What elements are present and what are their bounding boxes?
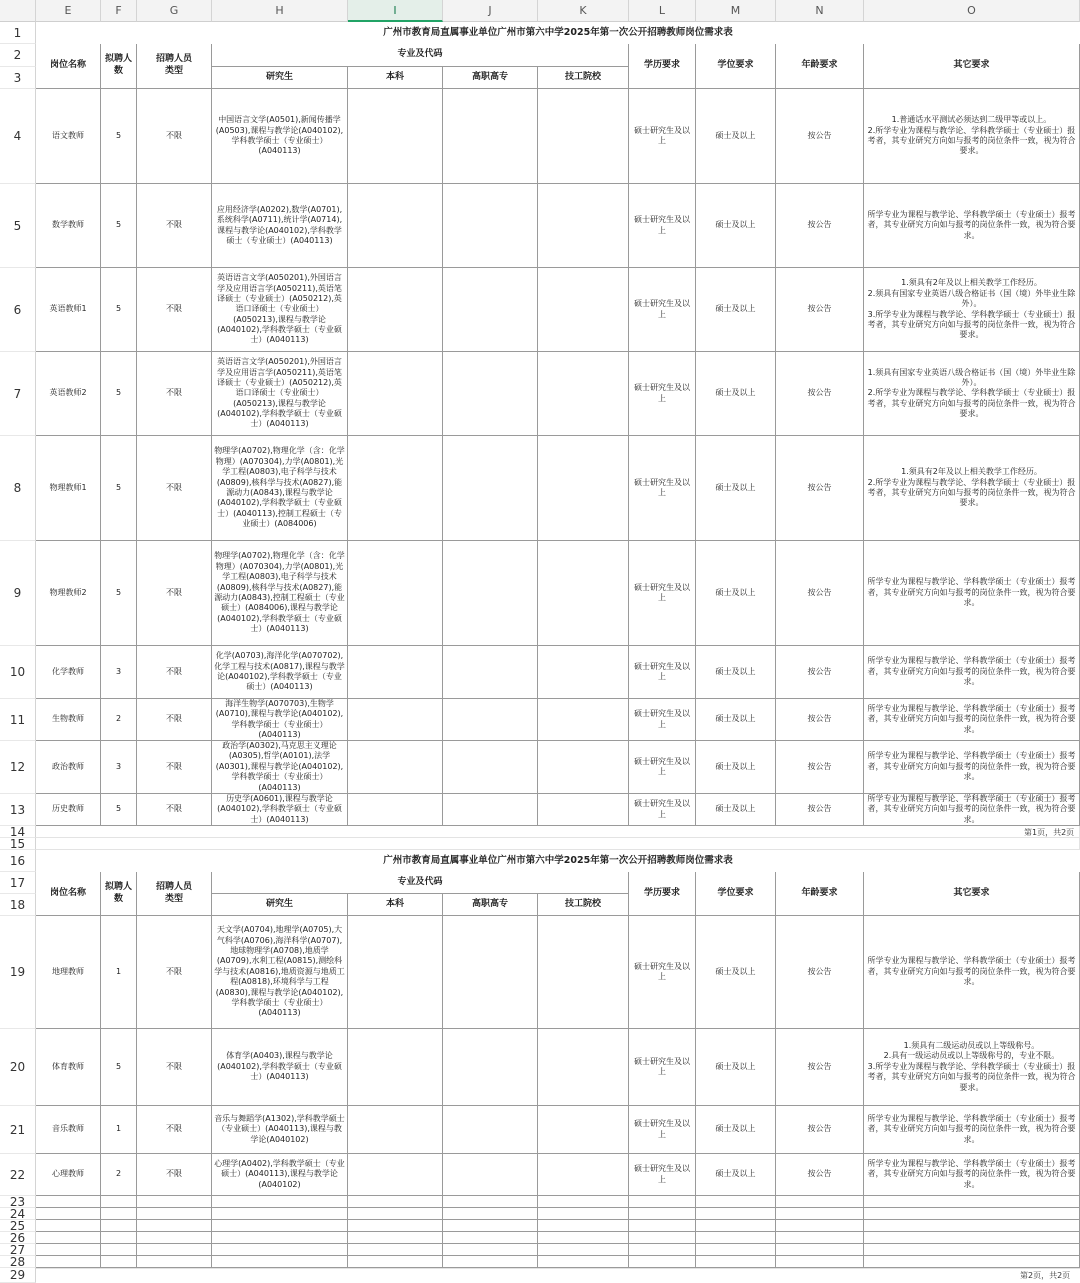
cell-post[interactable]: 政治教师 <box>36 741 101 794</box>
cell-empty[interactable] <box>629 1196 696 1208</box>
cell-empty[interactable] <box>348 1232 443 1244</box>
cell-degree[interactable]: 硕士及以上 <box>696 1106 776 1154</box>
row-header[interactable]: 18 <box>0 894 36 916</box>
header-vocational: 高职高专 <box>443 894 538 916</box>
cell-post[interactable]: 英语教师2 <box>36 352 101 436</box>
column-header-m[interactable]: M <box>696 0 776 22</box>
cell-age[interactable]: 按公告 <box>776 916 864 1029</box>
row-header[interactable]: 10 <box>0 646 36 699</box>
cell-other[interactable]: 所学专业为课程与教学论、学科教学硕士（专业硕士）报考者，其专业研究方向如与报考的岗位条件一致，视为符合要求。 <box>864 1106 1080 1154</box>
row-header[interactable]: 23 <box>0 1196 36 1208</box>
cell-empty[interactable] <box>137 1208 212 1220</box>
cell-empty[interactable] <box>538 268 629 352</box>
cell-age[interactable]: 按公告 <box>776 352 864 436</box>
row-header[interactable]: 3 <box>0 67 36 89</box>
header-major-and-code: 专业及代码 <box>212 872 629 894</box>
cell-post[interactable]: 体育教师 <box>36 1029 101 1106</box>
row-header[interactable]: 4 <box>0 89 36 184</box>
cell-empty[interactable] <box>212 1220 348 1232</box>
cell-type[interactable]: 不限 <box>137 741 212 794</box>
header-planned-count: 拟聘人数 <box>101 872 137 916</box>
table-title-2: 广州市教育局直属事业单位广州市第六中学2025年第一次公开招聘教师岗位需求表 <box>383 854 733 866</box>
cell-empty[interactable] <box>538 1208 629 1220</box>
row-header[interactable]: 12 <box>0 741 36 794</box>
cell-major[interactable]: 物理学(A0702),物理化学（含：化学物理）(A070304),力学(A0801),光学工程(A0803),电子科学与技术(A0809),核科学与技术(A0827),能源动力(A0843),控制工程硕士（专业硕士）(A084006),课程与教学论(A040102),学科教学硕士（专业硕士）(A040113) <box>212 541 348 646</box>
row-header[interactable]: 7 <box>0 352 36 436</box>
cell-count[interactable]: 5 <box>101 184 137 268</box>
cell-empty[interactable] <box>776 1220 864 1232</box>
cell-empty[interactable] <box>348 1029 443 1106</box>
cell-empty[interactable] <box>101 1244 137 1256</box>
cell-age[interactable]: 按公告 <box>776 1154 864 1196</box>
cell-empty[interactable] <box>538 741 629 794</box>
page-footer-1: 第1页，共2页 <box>1024 828 1075 837</box>
row-header[interactable]: 28 <box>0 1256 36 1268</box>
cell-degree[interactable]: 硕士及以上 <box>696 699 776 741</box>
row-header[interactable]: 17 <box>0 872 36 894</box>
cell-empty[interactable] <box>538 1256 629 1268</box>
cell-empty[interactable] <box>348 646 443 699</box>
cell-count[interactable]: 5 <box>101 1029 137 1106</box>
cell-empty[interactable] <box>538 1232 629 1244</box>
cell-edu[interactable]: 硕士研究生及以上 <box>629 699 696 741</box>
cell-edu[interactable]: 硕士研究生及以上 <box>629 916 696 1029</box>
cell-count[interactable]: 5 <box>101 794 137 826</box>
cell-empty[interactable] <box>696 1196 776 1208</box>
row-header[interactable]: 13 <box>0 794 36 826</box>
cell-empty[interactable] <box>538 1106 629 1154</box>
cell-degree[interactable]: 硕士及以上 <box>696 268 776 352</box>
header-personnel-type: 招聘人员 类型 <box>137 872 212 916</box>
cell-type[interactable]: 不限 <box>137 268 212 352</box>
header-post-name: 岗位名称 <box>36 872 101 916</box>
cell-age[interactable]: 按公告 <box>776 1029 864 1106</box>
cell-empty[interactable] <box>443 1256 538 1268</box>
cell-type[interactable]: 不限 <box>137 794 212 826</box>
cell-empty[interactable] <box>538 646 629 699</box>
cell-empty[interactable] <box>212 1196 348 1208</box>
cell-empty[interactable] <box>864 1196 1080 1208</box>
cell-empty[interactable] <box>538 699 629 741</box>
cell-empty[interactable] <box>696 1220 776 1232</box>
cell-major[interactable]: 物理学(A0702),物理化学（含：化学物理）(A070304),力学(A0801),光学工程(A0803),电子科学与技术(A0809),核科学与技术(A0827),能源动力(A0843),课程与教学论(A040102),学科教学硕士（专业硕士）(A040113),控制工程硕士（专业硕士）(A084006) <box>212 436 348 541</box>
cell-empty[interactable] <box>629 1220 696 1232</box>
header-technical-school: 技工院校 <box>538 67 629 89</box>
cell-empty[interactable] <box>443 794 538 826</box>
cell-other[interactable]: 1.须具有国家专业英语八级合格证书（国（境）外毕业生除外）。 2.所学专业为课程与教学论、学科教学硕士（专业硕士）报考者，其专业研究方向如与报考的岗位条件一致，视为符合要求。 <box>864 352 1080 436</box>
row-header[interactable]: 20 <box>0 1029 36 1106</box>
cell-type[interactable]: 不限 <box>137 916 212 1029</box>
cell-other[interactable]: 所学专业为课程与教学论、学科教学硕士（专业硕士）报考者，其专业研究方向如与报考的岗位条件一致，视为符合要求。 <box>864 646 1080 699</box>
cell-empty[interactable] <box>443 1244 538 1256</box>
cell-empty[interactable] <box>443 184 538 268</box>
cell-post[interactable]: 数学教师 <box>36 184 101 268</box>
cell-count[interactable]: 5 <box>101 352 137 436</box>
cell-empty[interactable] <box>538 1196 629 1208</box>
cell-age[interactable]: 按公告 <box>776 741 864 794</box>
column-header-n[interactable]: N <box>776 0 864 22</box>
cell-degree[interactable]: 硕士及以上 <box>696 436 776 541</box>
row-header[interactable]: 25 <box>0 1220 36 1232</box>
column-header-k[interactable]: K <box>538 0 629 22</box>
row-header[interactable]: 19 <box>0 916 36 1029</box>
cell-empty[interactable] <box>443 1220 538 1232</box>
cell-degree[interactable]: 硕士及以上 <box>696 89 776 184</box>
cell-empty[interactable] <box>696 1232 776 1244</box>
cell-other[interactable]: 所学专业为课程与教学论、学科教学硕士（专业硕士）报考者，其专业研究方向如与报考的岗位条件一致，视为符合要求。 <box>864 794 1080 826</box>
cell-empty[interactable] <box>348 794 443 826</box>
cell-edu[interactable]: 硕士研究生及以上 <box>629 794 696 826</box>
cell-other[interactable]: 所学专业为课程与教学论、学科教学硕士（专业硕士）报考者，其专业研究方向如与报考的岗位条件一致，视为符合要求。 <box>864 916 1080 1029</box>
cell-major[interactable]: 中国语言文学(A0501),新闻传播学(A0503),课程与教学论(A040102),学科教学硕士（专业硕士）(A040113) <box>212 89 348 184</box>
cell-edu[interactable]: 硕士研究生及以上 <box>629 1154 696 1196</box>
cell-empty[interactable] <box>348 1256 443 1268</box>
cell-post[interactable]: 物理教师1 <box>36 436 101 541</box>
cell-empty[interactable] <box>443 89 538 184</box>
cell-post[interactable]: 历史教师 <box>36 794 101 826</box>
cell-edu[interactable]: 硕士研究生及以上 <box>629 268 696 352</box>
cell-empty[interactable] <box>348 916 443 1029</box>
cell-empty[interactable] <box>629 1208 696 1220</box>
cell-empty[interactable] <box>629 1256 696 1268</box>
header-education: 学历要求 <box>629 44 696 89</box>
row-header[interactable]: 15 <box>0 838 36 850</box>
column-header-e[interactable]: E <box>36 0 101 22</box>
table-title: 广州市教育局直属事业单位广州市第六中学2025年第一次公开招聘教师岗位需求表 <box>383 26 733 38</box>
cell-type[interactable]: 不限 <box>137 699 212 741</box>
header-post-name: 岗位名称 <box>36 44 101 89</box>
cell-type[interactable]: 不限 <box>137 89 212 184</box>
header-planned-count: 拟聘人数 <box>101 44 137 89</box>
page-footer-2: 第2页，共2页 <box>1020 1271 1071 1280</box>
header-vocational: 高职高专 <box>443 67 538 89</box>
column-header-g[interactable]: G <box>137 0 212 22</box>
cell-edu[interactable]: 硕士研究生及以上 <box>629 436 696 541</box>
cell-major[interactable]: 音乐与舞蹈学(A1302),学科教学硕士（专业硕士）(A040113),课程与教学论(A040102) <box>212 1106 348 1154</box>
cell-post[interactable]: 生物教师 <box>36 699 101 741</box>
cell-count[interactable]: 3 <box>101 741 137 794</box>
cell-age[interactable]: 按公告 <box>776 794 864 826</box>
cell-empty[interactable] <box>348 1244 443 1256</box>
cell-count[interactable]: 5 <box>101 541 137 646</box>
cell-degree[interactable]: 硕士及以上 <box>696 541 776 646</box>
cell-empty[interactable] <box>348 352 443 436</box>
cell-edu[interactable]: 硕士研究生及以上 <box>629 184 696 268</box>
cell-major[interactable]: 体育学(A0403),课程与教学论(A040102),学科教学硕士（专业硕士）(A040113) <box>212 1029 348 1106</box>
header-age: 年龄要求 <box>776 872 864 916</box>
cell-empty[interactable] <box>36 1208 101 1220</box>
cell-empty[interactable] <box>348 184 443 268</box>
cell-empty[interactable] <box>443 646 538 699</box>
cell-age[interactable]: 按公告 <box>776 699 864 741</box>
header-technical-school: 技工院校 <box>538 894 629 916</box>
cell-empty[interactable] <box>101 1208 137 1220</box>
cell-empty[interactable] <box>101 1232 137 1244</box>
row-header[interactable]: 26 <box>0 1232 36 1244</box>
cell-age[interactable]: 按公告 <box>776 1106 864 1154</box>
cell-other[interactable]: 1.须具有二级运动员或以上等级称号。 2.具有一级运动员或以上等级称号的，专业不限。 3.所学专业为课程与教学论、学科教学硕士（专业硕士）报考者，其专业研究方向如与报考的岗位条件一致，视为符合要求。 <box>864 1029 1080 1106</box>
cell-degree[interactable]: 硕士及以上 <box>696 646 776 699</box>
cell-empty[interactable] <box>443 436 538 541</box>
cell-empty[interactable] <box>443 268 538 352</box>
column-header-f[interactable]: F <box>101 0 137 22</box>
cell-type[interactable]: 不限 <box>137 1106 212 1154</box>
cell-empty[interactable] <box>36 1256 101 1268</box>
cell-count[interactable]: 1 <box>101 1106 137 1154</box>
cell-empty[interactable] <box>101 1196 137 1208</box>
cell-major[interactable]: 应用经济学(A0202),数学(A0701),系统科学(A0711),统计学(A0714),课程与教学论(A040102),学科教学硕士（专业硕士）(A040113) <box>212 184 348 268</box>
cell-type[interactable]: 不限 <box>137 1154 212 1196</box>
cell-major[interactable]: 化学(A0703),海洋化学(A070702),化学工程与技术(A0817),课程与教学论(A040102),学科教学硕士（专业硕士）(A040113) <box>212 646 348 699</box>
blank-row[interactable] <box>36 838 1080 850</box>
cell-empty[interactable] <box>443 699 538 741</box>
cell-count[interactable]: 2 <box>101 699 137 741</box>
cell-type[interactable]: 不限 <box>137 184 212 268</box>
cell-empty[interactable] <box>864 1208 1080 1220</box>
cell-major[interactable]: 历史学(A0601),课程与教学论(A040102),学科教学硕士（专业硕士）(A040113) <box>212 794 348 826</box>
cell-age[interactable]: 按公告 <box>776 268 864 352</box>
cell-degree[interactable]: 硕士及以上 <box>696 916 776 1029</box>
cell-empty[interactable] <box>348 436 443 541</box>
cell-empty[interactable] <box>776 1208 864 1220</box>
cell-edu[interactable]: 硕士研究生及以上 <box>629 541 696 646</box>
cell-post[interactable]: 地理教师 <box>36 916 101 1029</box>
cell-empty[interactable] <box>348 1208 443 1220</box>
row-header[interactable]: 29 <box>0 1268 36 1283</box>
cell-empty[interactable] <box>348 1154 443 1196</box>
cell-empty[interactable] <box>36 1244 101 1256</box>
cell-major[interactable]: 英语语言文学(A050201),外国语言学及应用语言学(A050211),英语笔译硕士（专业硕士）(A050212),英语口译硕士（专业硕士）(A050213),课程与教学论(A040102),学科教学硕士（专业硕士）(A040113) <box>212 268 348 352</box>
cell-major[interactable]: 政治学(A0302),马克思主义理论(A0305),哲学(A0101),法学(A0301),课程与教学论(A040102),学科教学硕士（专业硕士）(A040113) <box>212 741 348 794</box>
cell-age[interactable]: 按公告 <box>776 89 864 184</box>
cell-type[interactable]: 不限 <box>137 1029 212 1106</box>
cell-post[interactable]: 语文教师 <box>36 89 101 184</box>
header-other: 其它要求 <box>864 44 1080 89</box>
header-education: 学历要求 <box>629 872 696 916</box>
cell-major[interactable]: 天文学(A0704),地理学(A0705),大气科学(A0706),海洋科学(A0707),地球物理学(A0708),地质学(A0709),水利工程(A0815),测绘科学与技术(A0816),地质资源与地质工程(A0818),环境科学与工程(A0830),课程与教学论(A040102),学科教学硕士（专业硕士）(A040113) <box>212 916 348 1029</box>
row-header[interactable]: 14 <box>0 826 36 838</box>
cell-count[interactable]: 3 <box>101 646 137 699</box>
cell-degree[interactable]: 硕士及以上 <box>696 352 776 436</box>
cell-degree[interactable]: 硕士及以上 <box>696 741 776 794</box>
cell-empty[interactable] <box>538 916 629 1029</box>
cell-empty[interactable] <box>538 1220 629 1232</box>
cell-edu[interactable]: 硕士研究生及以上 <box>629 1029 696 1106</box>
cell-edu[interactable]: 硕士研究生及以上 <box>629 741 696 794</box>
column-header-l[interactable]: L <box>629 0 696 22</box>
header-major-and-code: 专业及代码 <box>212 44 629 67</box>
cell-empty[interactable] <box>36 1196 101 1208</box>
cell-major[interactable]: 英语语言文学(A050201),外国语言学及应用语言学(A050211),英语笔译硕士（专业硕士）(A050212),英语口译硕士（专业硕士）(A050213),课程与教学论(A040102),学科教学硕士（专业硕士）(A040113) <box>212 352 348 436</box>
cell-empty[interactable] <box>348 1196 443 1208</box>
cell-empty[interactable] <box>443 1232 538 1244</box>
cell-empty[interactable] <box>101 1256 137 1268</box>
header-degree: 学位要求 <box>696 872 776 916</box>
cell-empty[interactable] <box>443 541 538 646</box>
cell-empty[interactable] <box>776 1196 864 1208</box>
row-header[interactable]: 8 <box>0 436 36 541</box>
select-all-corner[interactable] <box>0 0 36 22</box>
cell-empty[interactable] <box>348 541 443 646</box>
cell-empty[interactable] <box>348 699 443 741</box>
cell-empty[interactable] <box>538 89 629 184</box>
cell-empty[interactable] <box>443 352 538 436</box>
cell-edu[interactable]: 硕士研究生及以上 <box>629 89 696 184</box>
cell-empty[interactable] <box>212 1244 348 1256</box>
header-graduate: 研究生 <box>212 894 348 916</box>
cell-empty[interactable] <box>443 1029 538 1106</box>
cell-major[interactable]: 海洋生物学(A070703),生物学(A0710),课程与教学论(A040102),学科教学硕士（专业硕士）(A040113) <box>212 699 348 741</box>
row-header[interactable]: 2 <box>0 44 36 67</box>
header-age: 年龄要求 <box>776 44 864 89</box>
cell-empty[interactable] <box>696 1256 776 1268</box>
row-header[interactable]: 11 <box>0 699 36 741</box>
cell-empty[interactable] <box>629 1244 696 1256</box>
cell-post[interactable]: 物理教师2 <box>36 541 101 646</box>
cell-empty[interactable] <box>348 1106 443 1154</box>
cell-empty[interactable] <box>538 352 629 436</box>
cell-age[interactable]: 按公告 <box>776 184 864 268</box>
row-header[interactable]: 27 <box>0 1244 36 1256</box>
row-header[interactable]: 5 <box>0 184 36 268</box>
cell-age[interactable]: 按公告 <box>776 436 864 541</box>
cell-other[interactable]: 1.普通话水平测试必须达到二级甲等或以上。 2.所学专业为课程与教学论、学科教学硕士（专业硕士）报考者，其专业研究方向如与报考的岗位条件一致，视为符合要求。 <box>864 89 1080 184</box>
cell-empty[interactable] <box>137 1196 212 1208</box>
cell-empty[interactable] <box>212 1208 348 1220</box>
cell-other[interactable]: 所学专业为课程与教学论、学科教学硕士（专业硕士）报考者，其专业研究方向如与报考的岗位条件一致，视为符合要求。 <box>864 1154 1080 1196</box>
header-graduate: 研究生 <box>212 67 348 89</box>
header-undergraduate: 本科 <box>348 67 443 89</box>
cell-empty[interactable] <box>443 1196 538 1208</box>
cell-empty[interactable] <box>696 1208 776 1220</box>
cell-major[interactable]: 心理学(A0402),学科教学硕士（专业硕士）(A040113),课程与教学论(A040102) <box>212 1154 348 1196</box>
cell-empty[interactable] <box>137 1244 212 1256</box>
cell-degree[interactable]: 硕士及以上 <box>696 794 776 826</box>
cell-empty[interactable] <box>864 1232 1080 1244</box>
cell-empty[interactable] <box>348 1220 443 1232</box>
cell-post[interactable]: 音乐教师 <box>36 1106 101 1154</box>
row-header[interactable]: 22 <box>0 1154 36 1196</box>
cell-empty[interactable] <box>864 1220 1080 1232</box>
cell-empty[interactable] <box>348 741 443 794</box>
cell-empty[interactable] <box>443 741 538 794</box>
cell-empty[interactable] <box>864 1256 1080 1268</box>
cell-degree[interactable]: 硕士及以上 <box>696 1154 776 1196</box>
cell-age[interactable]: 按公告 <box>776 541 864 646</box>
row-header[interactable]: 24 <box>0 1208 36 1220</box>
row-header[interactable]: 16 <box>0 850 36 872</box>
cell-edu[interactable]: 硕士研究生及以上 <box>629 352 696 436</box>
cell-post[interactable]: 化学教师 <box>36 646 101 699</box>
column-header-h[interactable]: H <box>212 0 348 22</box>
cell-empty[interactable] <box>776 1232 864 1244</box>
cell-empty[interactable] <box>36 1232 101 1244</box>
cell-empty[interactable] <box>538 1244 629 1256</box>
cell-other[interactable]: 所学专业为课程与教学论、学科教学硕士（专业硕士）报考者，其专业研究方向如与报考的岗位条件一致，视为符合要求。 <box>864 699 1080 741</box>
cell-empty[interactable] <box>443 1208 538 1220</box>
blank-row[interactable] <box>36 1268 1080 1269</box>
cell-empty[interactable] <box>538 184 629 268</box>
cell-count[interactable]: 2 <box>101 1154 137 1196</box>
cell-empty[interactable] <box>629 1232 696 1244</box>
cell-empty[interactable] <box>696 1244 776 1256</box>
cell-empty[interactable] <box>212 1256 348 1268</box>
column-header-j[interactable]: J <box>443 0 538 22</box>
cell-empty[interactable] <box>864 1244 1080 1256</box>
header-degree: 学位要求 <box>696 44 776 89</box>
cell-other[interactable]: 所学专业为课程与教学论、学科教学硕士（专业硕士）报考者，其专业研究方向如与报考的岗位条件一致，视为符合要求。 <box>864 741 1080 794</box>
cell-count[interactable]: 5 <box>101 436 137 541</box>
cell-empty[interactable] <box>348 89 443 184</box>
row-header[interactable]: 9 <box>0 541 36 646</box>
cell-empty[interactable] <box>538 1154 629 1196</box>
cell-empty[interactable] <box>776 1244 864 1256</box>
cell-empty[interactable] <box>348 268 443 352</box>
cell-empty[interactable] <box>443 1106 538 1154</box>
cell-degree[interactable]: 硕士及以上 <box>696 1029 776 1106</box>
cell-count[interactable]: 5 <box>101 89 137 184</box>
header-other: 其它要求 <box>864 872 1080 916</box>
column-header-i[interactable]: I <box>348 0 443 22</box>
row-header[interactable]: 6 <box>0 268 36 352</box>
cell-empty[interactable] <box>776 1256 864 1268</box>
cell-empty[interactable] <box>36 1220 101 1232</box>
header-undergraduate: 本科 <box>348 894 443 916</box>
cell-edu[interactable]: 硕士研究生及以上 <box>629 1106 696 1154</box>
cell-post[interactable]: 心理教师 <box>36 1154 101 1196</box>
column-header-o[interactable]: O <box>864 0 1080 22</box>
cell-degree[interactable]: 硕士及以上 <box>696 184 776 268</box>
cell-type[interactable]: 不限 <box>137 436 212 541</box>
cell-other[interactable]: 所学专业为课程与教学论、学科教学硕士（专业硕士）报考者，其专业研究方向如与报考的岗位条件一致，视为符合要求。 <box>864 184 1080 268</box>
row-header[interactable]: 1 <box>0 22 36 44</box>
header-personnel-type: 招聘人员 类型 <box>137 44 212 89</box>
row-header[interactable]: 21 <box>0 1106 36 1154</box>
cell-empty[interactable] <box>101 1220 137 1232</box>
cell-other[interactable]: 所学专业为课程与教学论、学科教学硕士（专业硕士）报考者，其专业研究方向如与报考的岗位条件一致，视为符合要求。 <box>864 541 1080 646</box>
cell-type[interactable]: 不限 <box>137 352 212 436</box>
cell-empty[interactable] <box>137 1256 212 1268</box>
cell-other[interactable]: 1.须具有2年及以上相关教学工作经历。 2.须具有国家专业英语八级合格证书（国（境）外毕业生除外）。 3.所学专业为课程与教学论、学科教学硕士（专业硕士）报考者，其专业研究方向如与报考的岗位条件一致，视为符合要求。 <box>864 268 1080 352</box>
cell-age[interactable]: 按公告 <box>776 646 864 699</box>
cell-count[interactable]: 5 <box>101 268 137 352</box>
cell-empty[interactable] <box>538 1029 629 1106</box>
cell-empty[interactable] <box>137 1220 212 1232</box>
cell-empty[interactable] <box>538 541 629 646</box>
cell-empty[interactable] <box>137 1232 212 1244</box>
cell-empty[interactable] <box>443 1154 538 1196</box>
cell-count[interactable]: 1 <box>101 916 137 1029</box>
cell-empty[interactable] <box>443 916 538 1029</box>
cell-edu[interactable]: 硕士研究生及以上 <box>629 646 696 699</box>
blank-row[interactable] <box>36 826 1080 838</box>
cell-type[interactable]: 不限 <box>137 541 212 646</box>
cell-empty[interactable] <box>538 794 629 826</box>
cell-empty[interactable] <box>212 1232 348 1244</box>
cell-post[interactable]: 英语教师1 <box>36 268 101 352</box>
cell-type[interactable]: 不限 <box>137 646 212 699</box>
cell-empty[interactable] <box>538 436 629 541</box>
cell-other[interactable]: 1.须具有2年及以上相关教学工作经历。 2.所学专业为课程与教学论、学科教学硕士（专业硕士）报考者，其专业研究方向如与报考的岗位条件一致，视为符合要求。 <box>864 436 1080 541</box>
